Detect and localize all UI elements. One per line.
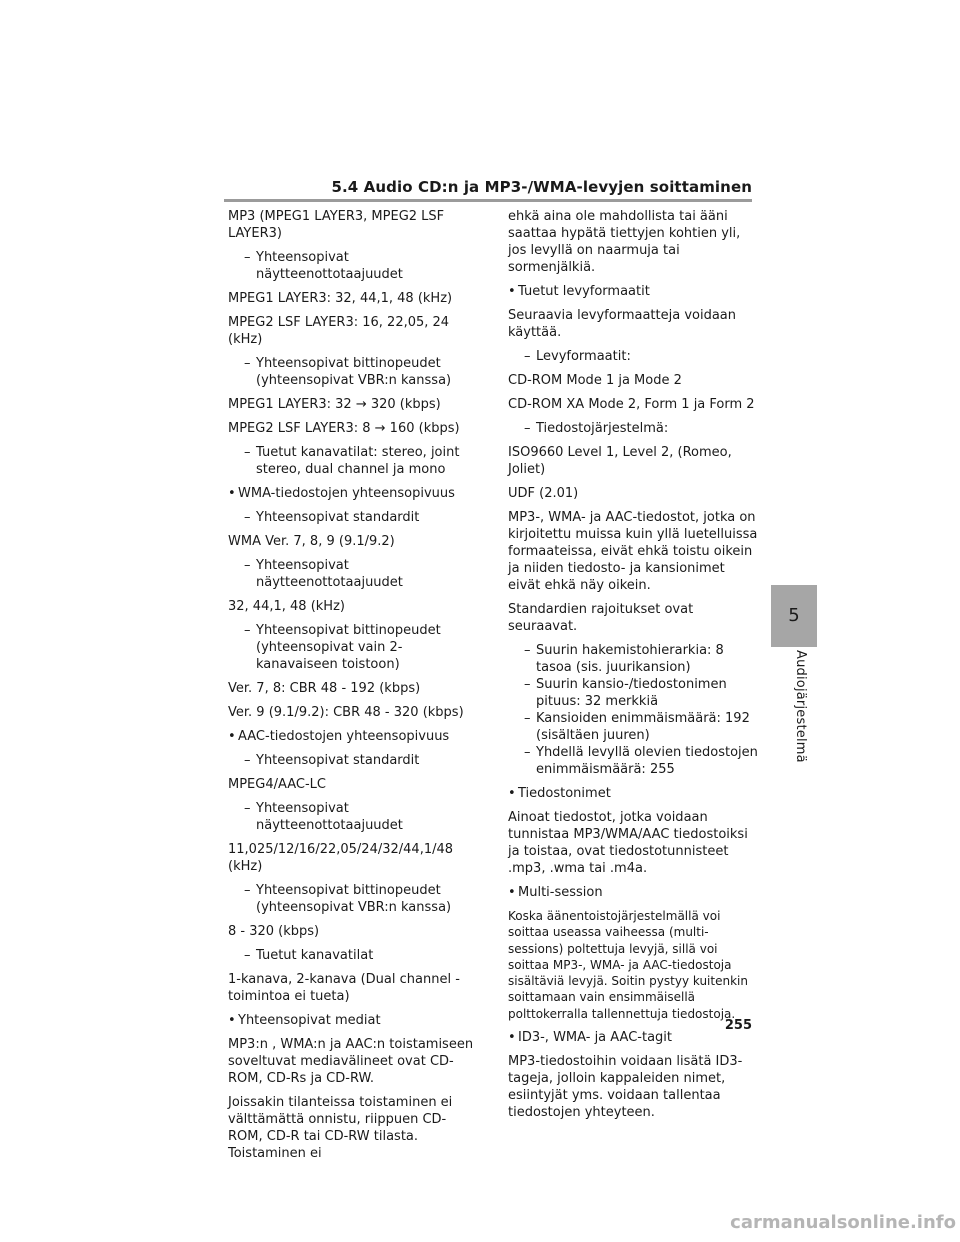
dash-marker: –	[524, 421, 531, 436]
item-text: Yhteensopivat bittinopeudet (yhteensopivat vain 2-kanavaiseen toistoon)	[256, 623, 441, 672]
paragraph: MPEG1 LAYER3: 32 → 320 (kbps)	[228, 397, 441, 412]
dash-list-item	[228, 249, 476, 283]
dash-list-item	[508, 676, 758, 710]
paragraph: MPEG1 LAYER3: 32, 44,1, 48 (kHz)	[228, 291, 453, 306]
dash-marker: –	[244, 510, 251, 525]
dash-list-item	[508, 744, 758, 778]
dash-list-item	[228, 444, 476, 478]
dash-marker: –	[524, 745, 531, 760]
left-column	[228, 208, 476, 1169]
dash-list-item	[228, 509, 476, 526]
paragraph: Ainoat tiedostot, jotka voidaan tunnistaa MP3/WMA/AAC tiedostoiksi ja toistaa, ovat tiedostotunnisteet .mp3, .wma tai .m4a.	[508, 810, 748, 876]
dash-marker: –	[244, 356, 251, 371]
chapter-label: Audiojärjestelmä	[793, 650, 808, 763]
paragraph: 11,025/12/16/22,05/24/32/44,1/48 (kHz)	[228, 842, 454, 874]
dash-list-item	[228, 557, 476, 591]
paragraph: CD-ROM Mode 1 ja Mode 2	[508, 373, 682, 388]
paragraph: MP3-tiedostoihin voidaan lisätä ID3-tageja, jolloin kappaleiden nimet, esiintyjät yms. voidaan tallentaa tiedostojen yhteyteen.	[508, 1054, 743, 1121]
right-column	[508, 208, 758, 1128]
item-text: Yhteensopivat näytteenottotaajuudet	[256, 801, 403, 833]
item-text: Yhteensopivat näytteenottotaajuudet	[256, 250, 403, 282]
dash-marker: –	[244, 445, 251, 460]
item-text: Yhteensopivat näytteenottotaajuudet	[256, 558, 403, 590]
item-text: Yhdellä levyllä olevien tiedostojen enimmäismäärä: 255	[536, 745, 758, 777]
paragraph: MPEG2 LSF LAYER3: 8 → 160 (kbps)	[228, 421, 460, 436]
dash-list-item	[508, 710, 758, 744]
item-text: Suurin kansio-/tiedostonimen pituus: 32 merkkiä	[536, 677, 727, 709]
item-text: Levyformaatit:	[536, 349, 631, 364]
paragraph: Seuraavia levyformaatteja voidaan käyttää.	[508, 308, 736, 340]
bullet-marker: •	[508, 786, 516, 801]
item-text: Tuetut levyformaatit	[518, 284, 650, 299]
dash-list-item	[508, 348, 758, 365]
item-text: ID3-, WMA- ja AAC-tagit	[518, 1030, 672, 1046]
paragraph: MP3:n , WMA:n ja AAC:n toistamiseen soveltuvat mediavälineet ovat CD-ROM, CD-Rs ja CD-RW.	[228, 1037, 474, 1086]
paragraph: MP3 (MPEG1 LAYER3, MPEG2 LSF LAYER3)	[228, 209, 445, 241]
dash-list-item	[228, 800, 476, 834]
dash-marker: –	[524, 643, 531, 658]
item-text: Yhteensopivat bittinopeudet (yhteensopivat VBR:n kanssa)	[256, 356, 452, 388]
dash-marker: –	[244, 948, 251, 963]
dash-list-item	[508, 420, 758, 437]
bullet-item	[508, 283, 758, 300]
item-text: Yhteensopivat bittinopeudet (yhteensopivat VBR:n kanssa)	[256, 883, 452, 915]
paragraph: Ver. 7, 8: CBR 48 - 192 (kbps)	[228, 681, 421, 696]
dash-list-item	[228, 947, 476, 964]
bullet-item	[228, 485, 476, 502]
section-header: 5.4 Audio CD:n ja MP3-/WMA-levyjen soittaminen	[331, 178, 752, 196]
dash-marker: –	[244, 801, 251, 816]
dash-marker: –	[524, 349, 531, 364]
paragraph: CD-ROM XA Mode 2, Form 1 ja Form 2	[508, 397, 755, 412]
dash-marker: –	[244, 753, 251, 768]
item-text: Tuetut kanavatilat	[256, 948, 374, 963]
paragraph: 8 - 320 (kbps)	[228, 924, 320, 939]
item-text: Kansioiden enimmäismäärä: 192 (sisältäen juuren)	[536, 711, 750, 743]
paragraph: MPEG4/AAC-LC	[228, 777, 327, 792]
bullet-marker: •	[508, 885, 516, 900]
dash-marker: –	[244, 558, 251, 573]
paragraph: ehkä aina ole mahdollista tai ääni saattaa hypätä tiettyjen kohtien yli, jos levyllä on naarmuja tai sormenjälkiä.	[508, 209, 741, 275]
dash-marker: –	[524, 677, 531, 692]
bullet-item	[228, 1012, 476, 1029]
item-text: WMA-tiedostojen yhteensopivuus	[238, 486, 455, 501]
dash-marker: –	[244, 623, 251, 638]
item-text: AAC-tiedostojen yhteensopivuus	[238, 729, 450, 744]
item-text: Yhteensopivat standardit	[256, 510, 420, 525]
paragraph: MPEG2 LSF LAYER3: 16, 22,05, 24 (kHz)	[228, 315, 450, 347]
item-text: Tiedostonimet	[518, 786, 611, 801]
bullet-item	[228, 728, 476, 745]
dash-list-item	[228, 622, 476, 673]
page-number: 255	[724, 1018, 752, 1033]
item-text: Tuetut kanavatilat: stereo, joint stereo, dual channel ja mono	[256, 445, 460, 477]
paragraph: ISO9660 Level 1, Level 2, (Romeo, Joliet)	[508, 445, 732, 477]
paragraph: 32, 44,1, 48 (kHz)	[228, 599, 345, 614]
chapter-tab: 5	[771, 585, 817, 647]
dash-list-item	[508, 642, 758, 676]
paragraph: Joissakin tilanteissa toistaminen ei välttämättä onnistu, riippuen CD-ROM, CD-R tai CD-RW tilasta. Toistaminen ei	[228, 1095, 453, 1161]
dash-list-item	[228, 882, 476, 916]
paragraph: 1-kanava, 2-kanava (Dual channel -toimintoa ei tueta)	[228, 972, 460, 1004]
bullet-marker: •	[508, 1030, 516, 1046]
item-text: Suurin hakemistohierarkia: 8 tasoa (sis. juurikansion)	[536, 643, 724, 675]
bullet-item	[508, 785, 758, 802]
item-text: Tiedostojärjestelmä:	[536, 421, 669, 436]
watermark: carmanualsonline.info	[730, 1212, 956, 1233]
paragraph: UDF (2.01)	[508, 486, 579, 501]
bullet-item	[508, 884, 758, 901]
dash-marker: –	[244, 250, 251, 265]
bullet-marker: •	[228, 1013, 236, 1028]
item-text: Yhteensopivat standardit	[256, 753, 420, 768]
item-text: Yhteensopivat mediat	[238, 1013, 381, 1028]
dash-list-item	[228, 752, 476, 769]
paragraph: WMA Ver. 7, 8, 9 (9.1/9.2)	[228, 534, 395, 549]
paragraph: Ver. 9 (9.1/9.2): CBR 48 - 320 (kbps)	[228, 705, 464, 720]
bullet-marker: •	[228, 729, 236, 744]
item-text: Multi-session	[518, 885, 603, 900]
header-divider	[224, 199, 752, 202]
dash-list-item	[228, 355, 476, 389]
dash-marker: –	[524, 711, 531, 726]
bullet-marker: •	[508, 284, 516, 299]
paragraph: MP3-, WMA- ja AAC-tiedostot, jotka on kirjoitettu muissa kuin yllä luetelluissa formaateissa, eivät ehkä toistu oikein ja niiden tiedosto- ja kansionimet eivät ehkä näy oikein.	[508, 510, 758, 593]
bullet-marker: •	[228, 486, 236, 501]
dash-marker: –	[244, 883, 251, 898]
paragraph: Koska äänentoistojärjestelmällä voi soittaa useassa vaiheessa (multi-sessions) poltettuja levyjä, sillä voi soittaa MP3-, WMA- ja AAC-tiedostoja sisältäviä levyjä. Soitin pystyy kuitenkin soittamaan vain ensimmäisellä polttokerralla tallennettuja tiedostoja.	[508, 909, 748, 1021]
paragraph: Standardien rajoitukset ovat seuraavat.	[508, 602, 694, 634]
